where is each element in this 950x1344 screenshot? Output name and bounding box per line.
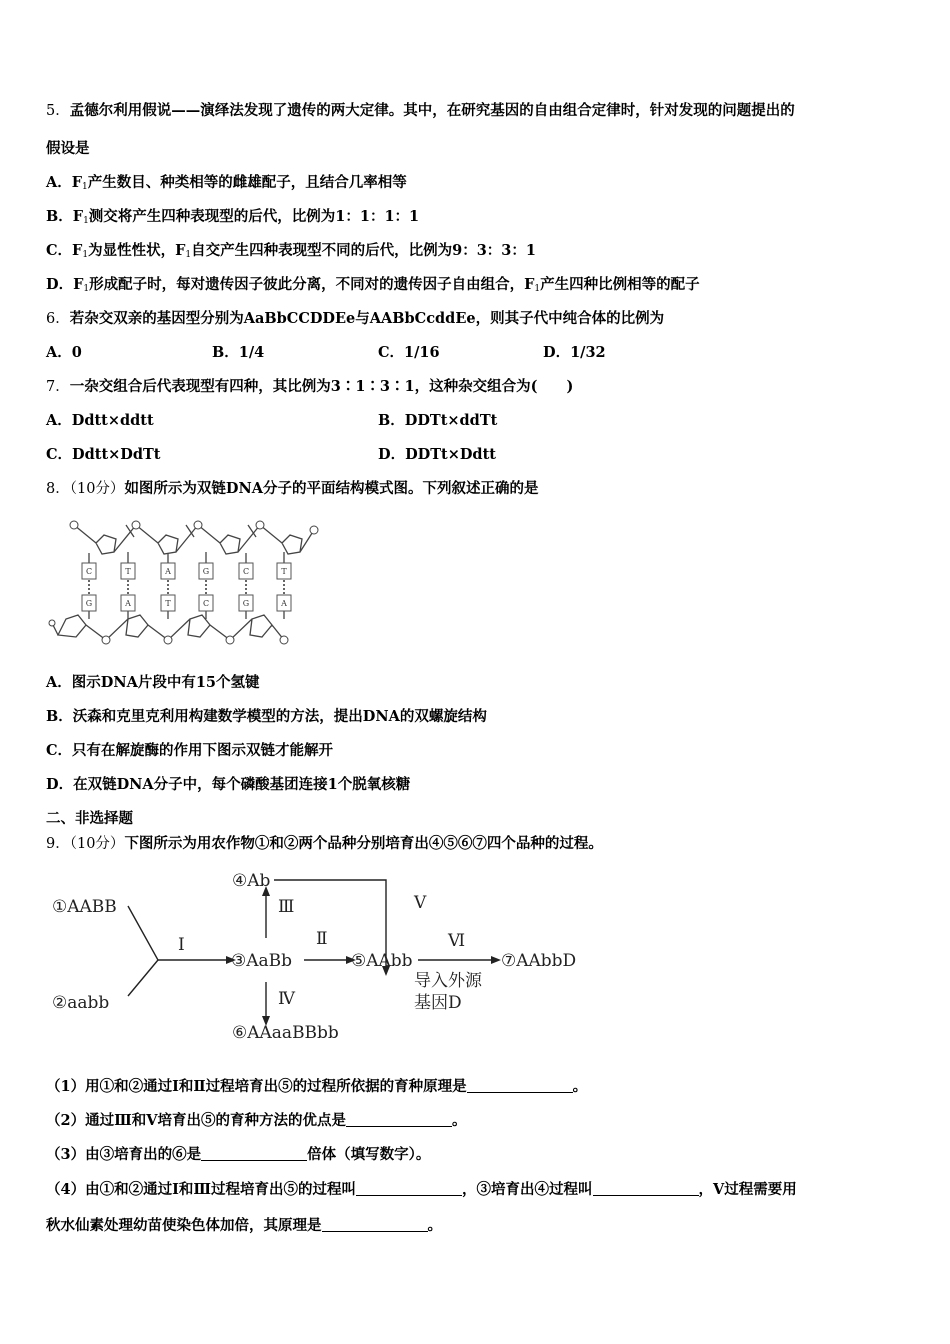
diagram-step5: Ⅴ bbox=[414, 893, 427, 913]
answer-blank-6[interactable] bbox=[322, 1217, 428, 1232]
q9-sub3: （3）由③培育出的⑥是 倍体（填写数字）。 bbox=[46, 1146, 431, 1163]
diagram-p1: ①AABB bbox=[52, 897, 117, 917]
top-base-4: G bbox=[202, 567, 210, 576]
section-title: 二、非选择题 bbox=[46, 810, 133, 827]
bottom-base-3: T bbox=[165, 599, 171, 608]
bottom-base-5: G bbox=[242, 599, 250, 608]
q7-option-d: D．DDTt×Ddtt bbox=[378, 446, 496, 463]
diagram-step4: Ⅳ bbox=[278, 989, 295, 1009]
q8-option-a: A．图示DNA片段中有15个氢键 bbox=[46, 674, 260, 691]
diagram-p5: ⑤AAbb bbox=[351, 951, 413, 971]
diagram-step2: Ⅱ bbox=[316, 929, 328, 949]
answer-blank-1[interactable] bbox=[467, 1078, 573, 1093]
answer-blank-3[interactable] bbox=[201, 1146, 307, 1161]
q9-sub2: （2）通过Ⅲ和Ⅴ培育出⑤的育种方法的优点是 。 bbox=[46, 1112, 467, 1129]
diagram-gene-line2: 基因D bbox=[414, 993, 462, 1013]
q5-option-d: D．$F_1$形成配子时，每对遗传因子彼此分离，不同对的遗传因子自由组合，$F_1$产生四种比例相等的配子 bbox=[46, 276, 700, 294]
q6-option-d: D．1/32 bbox=[543, 344, 606, 361]
breeding-process-diagram bbox=[46, 866, 586, 1046]
diagram-p2: ②aabb bbox=[52, 993, 110, 1013]
diagram-p4: ④Ab bbox=[232, 871, 271, 891]
diagram-p3: ③AaBb bbox=[231, 951, 293, 971]
diagram-step1: Ⅰ bbox=[178, 935, 185, 955]
bottom-base-2: A bbox=[125, 599, 131, 608]
q5-option-b: B．$F_1$测交将产生四种表现型的后代，比例为1：1：1：1 bbox=[46, 208, 420, 226]
answer-blank-4[interactable] bbox=[356, 1181, 462, 1196]
q9-sub4-line2: 秋水仙素处理幼苗使染色体加倍，其原理是 。 bbox=[46, 1217, 442, 1234]
diagram-step3: Ⅲ bbox=[278, 897, 295, 917]
top-base-1: C bbox=[85, 567, 93, 576]
q7-option-b: B．DDTt×ddTt bbox=[378, 412, 498, 429]
bottom-base-6: A bbox=[281, 599, 287, 608]
q7-option-c: C．Ddtt×DdTt bbox=[46, 446, 161, 463]
diagram-step6: Ⅵ bbox=[448, 931, 466, 951]
q6-stem: 6．若杂交双亲的基因型分别为AaBbCCDDEe与AABbCcddEe，则其子代中纯合体的比例为 bbox=[46, 310, 665, 327]
q8-option-d: D．在双链DNA分子中，每个磷酸基团连接1个脱氧核糖 bbox=[46, 776, 411, 793]
top-base-2: T bbox=[125, 567, 131, 576]
q7-option-a: A．Ddtt×ddtt bbox=[46, 412, 154, 429]
q9-stem: 9．（10分）下图所示为用农作物①和②两个品种分别培育出④⑤⑥⑦四个品种的过程。 bbox=[46, 835, 603, 852]
answer-blank-2[interactable] bbox=[346, 1112, 452, 1127]
diagram-p7: ⑦AAbbD bbox=[501, 951, 577, 971]
q5-option-a: A．$F_1$产生数目、种类相等的雌雄配子，且结合几率相等 bbox=[46, 174, 407, 192]
bottom-base-1: G bbox=[85, 599, 93, 608]
q5-stem-line2: 假设是 bbox=[46, 140, 90, 157]
q7-stem: 7．一杂交组合后代表现型有四种，其比例为3∶1∶3∶1，这种杂交组合为( ) bbox=[46, 378, 574, 395]
q6-option-b: B．1/4 bbox=[212, 344, 265, 361]
top-base-6: T bbox=[281, 567, 287, 576]
q6-option-c: C．1/16 bbox=[378, 344, 440, 361]
q6-option-a: A．0 bbox=[46, 344, 82, 361]
q9-sub4-line1: （4）由①和②通过Ⅰ和Ⅲ过程培育出⑤的过程叫 ，③培育出④过程叫 ，Ⅴ过程需要用 bbox=[46, 1181, 797, 1198]
bottom-base-4: C bbox=[202, 599, 210, 608]
diagram-p6: ⑥AAaaBBbb bbox=[232, 1023, 339, 1043]
top-base-5: C bbox=[242, 567, 250, 576]
diagram-gene-line1: 导入外源 bbox=[414, 971, 482, 991]
dna-structure-diagram bbox=[44, 515, 324, 650]
answer-blank-5[interactable] bbox=[593, 1181, 699, 1196]
q8-stem: 8．（10分）如图所示为双链DNA分子的平面结构模式图。下列叙述正确的是 bbox=[46, 480, 539, 497]
top-base-3: A bbox=[165, 567, 171, 576]
q8-option-b: B．沃森和克里克利用构建数学模型的方法，提出DNA的双螺旋结构 bbox=[46, 708, 487, 725]
q5-option-c: C．$F_1$为显性性状，$F_1$自交产生四种表现型不同的后代，比例为9：3：3：1 bbox=[46, 242, 536, 260]
q5-stem-line1: 5．孟德尔利用假说——演绎法发现了遗传的两大定律。其中，在研究基因的自由组合定律时，针对发现的问题提出的 bbox=[46, 102, 795, 119]
q8-option-c: C．只有在解旋酶的作用下图示双链才能解开 bbox=[46, 742, 334, 759]
q9-sub1: （1）用①和②通过Ⅰ和Ⅱ过程培育出⑤的过程所依据的育种原理是 。 bbox=[46, 1078, 588, 1095]
